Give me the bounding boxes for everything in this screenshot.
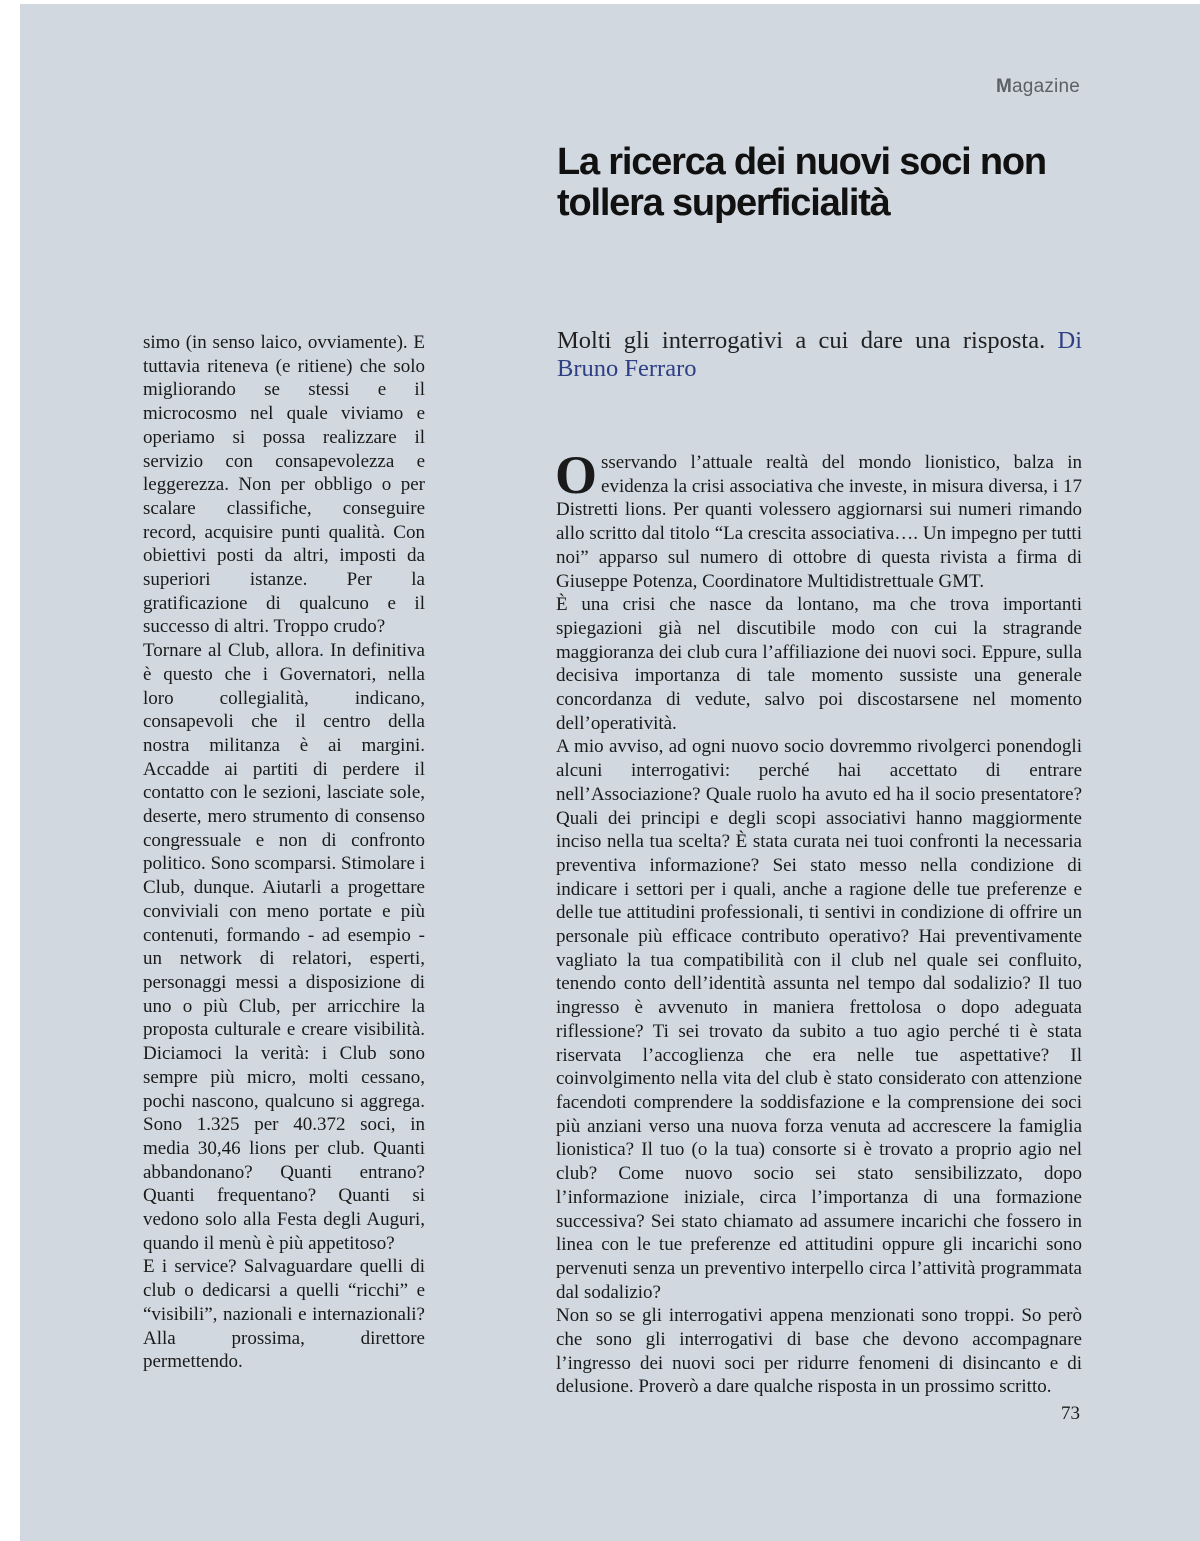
- section-label-rest: agazine: [1012, 76, 1080, 97]
- page-number: 73: [1061, 1403, 1080, 1424]
- left-paragraph: Tornare al Club, allora. In definitiva è questo che i Governatori, nella loro collegialità, indicano, consapevoli che il centro della nostra militanza è ai margini. Accadde ai partiti di perdere il contatto con le sezioni, lasciate sole, deserte, mero strumento di consenso congressuale e non di confronto politico. Sono scomparsi. Stimolare i Club, dunque. Aiutarli a progettare conviviali con meno portate e più contenuti, formando - ad esempio - un network di relatori, esperti, personaggi messi a disposizione di uno o più Club, per arricchire la proposta culturale e creare visibilità. Diciamoci la verità: i Club sono sempre più micro, molti cessano, pochi nascono, qualcuno si aggrega. Sono 1.325 per 40.372 soci, in media 30,46 lions per club. Quanti abbandonano? Quanti entrano? Quanti frequentano? Quanti si vedono solo alla Festa degli Auguri, quando il menù è più appetitoso?: [143, 640, 425, 1254]
- right-paragraph-intro: [555, 445, 1082, 593]
- right-column: [555, 445, 1082, 1399]
- left-paragraph: E i service? Salvaguardare quelli di club o dedicarsi a quelli “ricchi” e “visibili”, nazionali e internazionali? Alla prossima, direttore permettendo.: [143, 1256, 425, 1373]
- section-label: [996, 76, 1080, 98]
- right-paragraph: A mio avviso, ad ogni nuovo socio dovremmo rivolgerci ponendogli alcuni interrogativi: perché hai accettato di entrare nell’Associazione? Quale ruolo ha avuto ed ha il socio presentatore? Quali dei principi e degli scopi associativi hanno maggiormente inciso nella tua scelta? È stata curata nei tuoi confronti la necessaria preventiva informazione? Sei stato messo nella condizione di indicare i settori per i quali, anche a ragione delle tue preferenze e delle tue attitudini professionali, ti sentivi in condizione di offrire un personale più efficace contributo operativo? Hai preventivamente vagliato la tua compatibilità con il club nel quale sei confluito, tenendo conto dell’identità assunta nel tempo dal sodalizio? Il tuo ingresso è avvenuto in maniera frettolosa o dopo adeguata riflessione? Ti sei trovato da subito a tuo agio perché ti è stata riservata l’accoglienza che era nelle tue aspettative? Il coinvolgimento nella vita del club è stato considerato con attenzione facendoti comprendere la soddisfazione e la comprensione dei soci più anziani verso una nuova forza venuta ad accrescere la famiglia lionistica? Il tuo (o la tua) consorte si è trovato a proprio agio nel club? Come nuovo socio sei stato sensibilizzato, dopo l’informazione iniziale, circa l’importanza di una formazione successiva? Sei stato chiamato ad assumere incarichi che fossero in linea con le tue preferenze ed attitudini oppure gli incarichi sono pervenuti senza un preventivo interpello circa l’attività programmata dal sodalizio?: [556, 736, 1082, 1303]
- left-paragraph: simo (in senso laico, ovviamente). E tuttavia riteneva (e ritiene) che solo migliorando se stessi e il microcosmo nel quale viviamo e operiamo si possa realizzare il servizio con consapevolezza e leggerezza. Non per obbligo o per scalare classifiche, conseguire record, acquisire punti qualità. Con obiettivi posti da altri, imposti da superiori istanze. Per la gratificazione di qualcuno e il successo di altri. Troppo crudo?: [143, 332, 425, 638]
- intro-text: sservando l’attuale realtà del mondo lionistico, balza in evidenza la crisi associativa che investe, in misura diversa, i 17 Distretti lions. Per quanti volessero aggiornarsi sui numeri rimando allo scritto dal titolo “La crescita associativa…. Un impegno per tutti noi” apparso sul numero di ottobre di questa rivista a firma di Giuseppe Potenza, Coordinatore Multidistrettuale GMT.: [556, 452, 1082, 592]
- drop-cap: O: [555, 445, 598, 505]
- right-paragraph: Non so se gli interrogativi appena menzionati sono troppi. So però che sono gli interrogativi di base che devono accompagnare l’ingresso dei nuovi soci per ridurre fenomeni di disincanto e di delusione. Proverò a dare qualche risposta in un prossimo scritto.: [556, 1305, 1082, 1398]
- left-column: [143, 331, 425, 1374]
- article-title: La ricerca dei nuovi soci non tollera superficialità: [557, 141, 1046, 224]
- section-label-initial: M: [996, 76, 1013, 97]
- author-byline: Di Bruno Ferraro: [557, 327, 1083, 382]
- magazine-page: [20, 4, 1200, 1541]
- right-paragraph: È una crisi che nasce da lontano, ma che trova importanti spiegazioni già nel discutibile modo con cui la stragrande maggioranza dei club cura l’affiliazione dei nuovi soci. Eppure, sulla decisiva importanza di tale momento sussiste una generale concordanza di vedute, salvo poi discostarsene nel momento dell’operatività.: [556, 594, 1082, 734]
- article-subtitle: [557, 327, 1082, 383]
- subtitle-text: Molti gli interrogativi a cui dare una risposta.: [557, 327, 1046, 354]
